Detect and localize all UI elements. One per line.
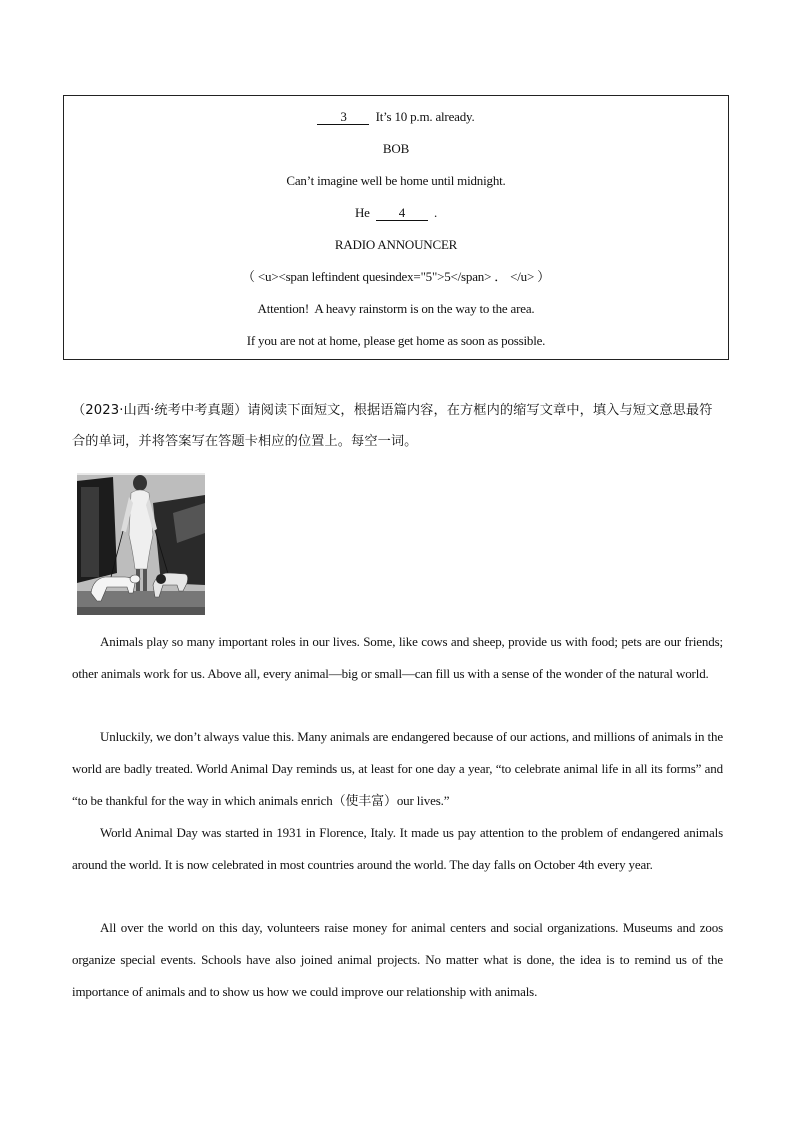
article-paragraph-4: All over the world on this day, volunteers raise money for animal centers and social organizations. Museums and zoos organize special events. Schools have also joined animal projects. No matter what is done, the idea is to remind us of the importance of animals and to show us how we could improve our relationship with animals. bbox=[72, 920, 723, 999]
dialogue-line-3: Can’t imagine well be home until midnight. bbox=[286, 173, 506, 188]
article-paragraph-3: World Animal Day was started in 1931 in Florence, Italy. It made us pay attention to the problem of endangered animals around the world. It is now celebrated in most countries around the world. The day falls on October 4th every year. bbox=[72, 825, 723, 872]
dialogue-line-7: Attention! A heavy rainstorm is on the way to the area. bbox=[257, 301, 535, 316]
dialogue-text-1: It’s 10 p.m. already. bbox=[375, 109, 475, 124]
dialogue-box bbox=[63, 95, 729, 360]
answer-blank-4[interactable]: 4 bbox=[376, 206, 428, 221]
dialogue-text-4-post: . bbox=[433, 205, 438, 220]
article-paragraph-2: Unluckily, we don’t always value this. Many animals are endangered because of our actions, and millions of animals in the world are badly treated. World Animal Day reminds us, at least for one day a year, “to celebrate animal life in all its forms” and “to be thankful for the way in which animals enrich（使丰富）our lives.” bbox=[72, 729, 723, 808]
speaker-radio-announcer: RADIO ANNOUNCER bbox=[334, 237, 458, 252]
dialogue-line-6: （ <u><span leftindent quesindex="5">5</span> ． </u> ） bbox=[242, 269, 550, 284]
speaker-bob: BOB bbox=[382, 141, 410, 156]
article-paragraph-1: Animals play so many important roles in our lives. Some, like cows and sheep, provide us with food; pets are our friends; other animals work for us. Above all, every animal—big or small—can fill us with a sense of the wonder of the natural world. bbox=[72, 634, 723, 681]
dialogue-line-1 bbox=[64, 109, 728, 125]
dialogue-line-4 bbox=[64, 205, 728, 221]
answer-blank-3[interactable]: 3 bbox=[317, 110, 369, 125]
dialogue-text-4-pre: He bbox=[354, 205, 370, 220]
question-intro: （2023·山西·统考中考真题）请阅读下面短文，根据语篇内容，在方框内的缩写文章中，填入与短文意思最符合的单词，并将答案写在答题卡相应的位置上。每空一词。 bbox=[72, 403, 713, 449]
dialogue-line-8: If you are not at home, please get home as soon as possible. bbox=[246, 333, 546, 348]
photo-person-walking-dogs-icon bbox=[77, 473, 205, 615]
